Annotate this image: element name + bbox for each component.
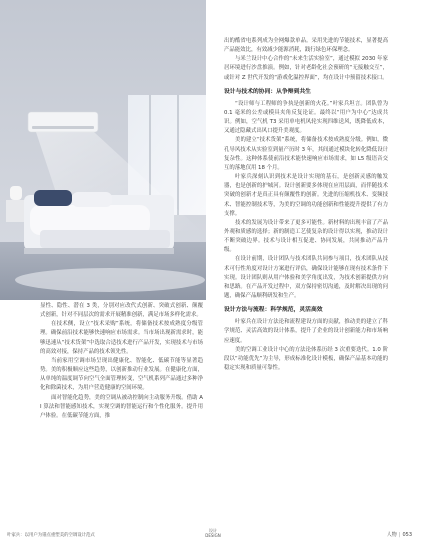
left-text-column [40,302,203,421]
section-heading: 设计与技术的协同：从争辩到共生 [224,88,311,95]
footer-section-mark [193,528,233,538]
footer-section-cn: 设计 [209,528,217,533]
body-paragraph: 当前家用空调市场呈现出健康化、智能化、低碳节能等显著趋势。美的积极顺应这些趋势，以创新推动行业发展。在健康化方面，从单纯的温度调节向空气全面管理转变，空气机系列产品通过多种净化和除菌技术，为用户营造健康的空间环境。 [40,357,203,392]
body-paragraph: 在设计前期，设计团队与技术团队共同参与项目，技术团队从技术可行性角度对设计方案进行评估，确保设计能够在现有技术条件下实现。设计团队则从用户体验和美学角度出发，为技术创新提供方向和思路。在产品开发过程中，双方保持密切沟通，及时解决出现的问题，确保产品顺利研发和生产。 [224,256,388,300]
footer-column-label: 人物 [386,532,397,538]
footer-page-info [387,531,412,538]
body-paragraph: 显性、隐性、潜在 3 类，分别对应改代式创新、突破式创新、颠覆式创新，针对不同层次的需求开展精准创新，满足市场多样化需求。 [40,303,203,319]
body-paragraph: 在技术侧，设立“技术采购”系统，将储备技术按成熟度分级管理。确保前沿技术能够快速响应市场需求。当市场出现新需求时，能够迅速从“技术货架”中选取合适技术进行产品开发，实现技术与市场的高效对接，保持产品的技术领先性。 [40,321,203,355]
page-number: 053 [402,532,412,538]
body-paragraph: 出的酷省电系列成为全网爆款单品。采用先进的节能技术，显著提高产品能效比，有效减少能源消耗，践行绿色环保理念。 [224,38,388,54]
bedroom-illustration [0,0,206,300]
bedroom-photo [0,0,206,300]
section-heading: 设计方法与流程：科学规范，灵活高效 [224,307,323,314]
body-paragraph: “设计师与工程师的争执是创新的火花。”叶家兵坦言。团队曾为 0.1 毫米的公差或模具夹角反复论证。最终以“用户为中心”达成共识。例如，空气机 T3 采用单电机风轮实现四维送风，既降低成本，又通过隐藏式出风口提升美观度。 [224,100,388,135]
page-footer [0,528,427,542]
body-paragraph: 面对智能化趋势，美的空调从被动控制向主动服务升级。借助 AI 算法和智能感知技术，实现空调的智能运行和个性化服务。提升用户体验。在低碳节能方面，推 [40,394,203,419]
body-paragraph: 美的空调工业设计中心的方法论体系历经 3 次重要迭代。1.0 阶段以“功能优先”为主导，形成标准化设计模板，确保产品基本功能的稳定实现和质量可靠性。 [224,346,388,371]
footer-section-en: DESIGN [205,533,221,538]
body-paragraph: 与米兰设计中心合作的“未来生活实验室”，通过模拟 2030 年家居环境进行沙盘推演。例如，针对老龄化社会预研的“无接触交互”，或针对 Z 世代开发的“游戏化温控界面”，均在设计中预留技术接口。 [224,56,388,81]
body-paragraph: 技术的发展为设计带来了更多可能性。新材料的出现丰富了产品外观和质感的选择；新的制造工艺使复杂的设计得以实现，推动设计不断突破边界。技术与设计相互促进、协同发展，共同推动产品升级。 [224,219,388,254]
body-paragraph: 叶家兵在设计方法论和流程建设方面的贡献，推动美的建立了科学规范、灵活高效的设计体系，提升了企业的设计创新能力和市场响应速度。 [224,319,388,344]
footer-article-title: 叶家兵：以用户为锚点重塑美的空调设计范式 [7,533,95,538]
body-paragraph: 叶家兵深刻认识到技术是设计实现的基石，是创新灵感的触发器，也是创新的护城河。设计创新要多体现在应用层面，而伴随技术突破的创新才是真正具有颠覆性的创新。先进的压缩机技术、变频技术、智能控制技术等，为美的空调的功能创新和性能提升提供了有力支撑。 [224,174,388,217]
body-paragraph: 美的建立“技术货架”系统，将储备技术按成熟度分级。例如，微孔导风技术从实验室到量产历时 3 年，其间通过模块化转化降低设计复杂性。这种体系使前沿技术能快速响应市场需求，如 L5 级语音交互的落地仅用 18 个月。 [224,137,388,171]
right-text-column [224,37,388,373]
footer-separator: | [398,532,401,538]
